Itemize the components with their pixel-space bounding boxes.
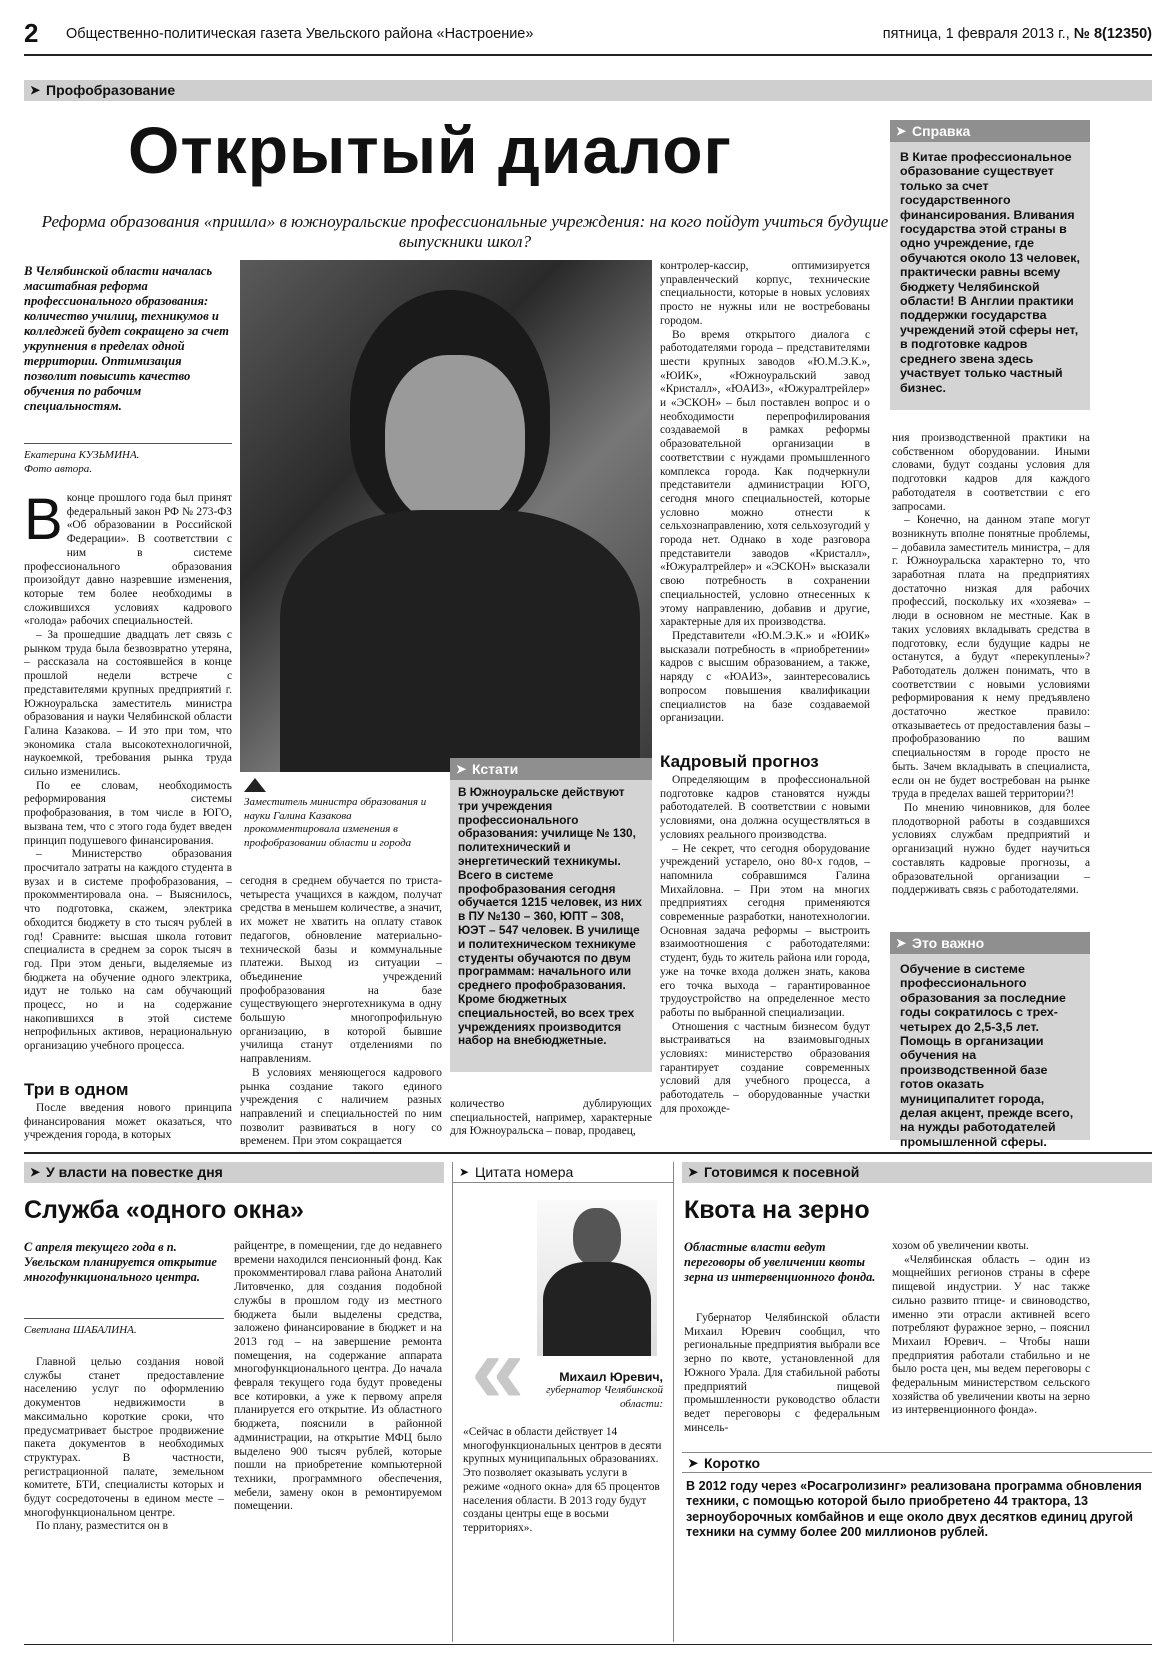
portrait-head [573, 1208, 621, 1266]
portrait-body [543, 1262, 651, 1356]
grain-col2-para-1: хозом об увеличении квоты. [892, 1240, 1029, 1252]
quote-block [452, 1162, 674, 1642]
lead-rule [24, 1318, 224, 1319]
section-title: Готовимся к посевной [704, 1164, 860, 1180]
quote-attribution [513, 1370, 663, 1411]
section-title: У власти на повестке дня [46, 1164, 223, 1180]
window-col1-para-2: По плану, разместится он в [36, 1520, 168, 1533]
column-1 [24, 487, 232, 1054]
caption-arrow-icon [244, 778, 266, 792]
section-bar-vlast [24, 1162, 444, 1183]
arrow-icon: ➤ [459, 1165, 470, 1179]
column-3-forecast [660, 774, 870, 1117]
headline: Открытый диалог [128, 113, 733, 187]
section-bar-posevnaya [682, 1162, 1152, 1183]
column-4 [892, 432, 1090, 898]
date-text: пятница, 1 февраля 2013 г., [882, 26, 1070, 42]
article-divider [24, 1152, 1152, 1154]
byline [24, 449, 232, 476]
quote-section-bar [453, 1162, 673, 1183]
col3-forecast-para-3: Отношения с частным бизнесом будут выстраиваться на взаимовыгодных условиях: министерство образования гарантирует создание современных условий для учебного процесса, а работодатель – оборудованные участки для прохожде- [660, 1020, 870, 1115]
grain-column-2 [892, 1240, 1090, 1418]
page-number: 2 [24, 18, 39, 48]
window-column-1 [24, 1356, 224, 1534]
quote-role: губернатор Челябинской области: [546, 1384, 663, 1410]
col2-para-1: сегодня в среднем обучается по триста-четыреста учащихся в каждом, получат средства в меньшем количестве, а значит, их может не хватить на оплату ставок педагогов, обновление материально-технической базы и коммунальные платежи. Выход из ситуации – объединение учреждений профобразования на базе существующего энерготехникума в одну большую многопрофильную организацию, в которой бывшие училища станут отделениями по направлениям. [240, 875, 442, 1066]
lead-text: В Челябинской области началась масштабная реформа профессионального образования: количество училищ, техникумов и колледжей будет сокращено за счет укрупнения в пределах одной территории. Оптимизация позволит повысить качество обучения по рабочим специальностям. [24, 264, 229, 413]
sidebar-title-text: Это важно [912, 935, 985, 951]
subheadline: Реформа образования «пришла» в южноуральские профессиональные учреждения: на кого пойдут учиться будущие выпускники школ? [41, 212, 889, 251]
issue-number: № 8(12350) [1073, 26, 1152, 42]
sidebar-text: В Южноуральске действуют три учреждения профессионального образования: училище № 130, политехнический и энергетический техникумы. Всего в системе профобразования сегодня обучается 1215 человек, из них в ПУ №130 – 360, ЮПТ – 308, ЮЭТ – 547 человек. В училище и политехническом техникуме студенты обучаются по двум программам: начального или среднего профобразования. Кроме бюджетных специальностей, во всех трех учреждениях производится набор на внебюджетные. [458, 785, 642, 1048]
column-2 [240, 875, 442, 1149]
brief-block [682, 1452, 1152, 1642]
photo-face [385, 355, 525, 525]
col1-para-1: конце прошлого года был принят федеральный закон РФ № 273-ФЗ «Об образовании в Российской Федерации». В соответствии с ним в системе профессионального образования произойдут давно назревшие изменения, которые тем более необходимы в сложившихся условиях кадрового «голода» рабочих специальностей. [24, 492, 232, 628]
arrow-icon: ➤ [688, 1165, 699, 1179]
sidebar-text: В Китае профессиональное образование существует только за счет государственного финансирования. Вливания государства этой страны в одно учреждение, где обучаются около 13 человек, практически равны всему бюджету Челябинской области! В Англии практики поддержки государства учреждений этой сферы нет, в подготовке кадров среднего звена здесь участвует только частный бизнес. [900, 150, 1080, 395]
col1-para-3: По ее словам, необходимость реформирования системы профобразования, в том числе в ЮГО, вызвана тем, что с этого года будет введен принцип подушевого финансирования. [24, 779, 232, 847]
lead-rule [24, 443, 232, 444]
brief-section-bar [682, 1452, 1152, 1473]
sidebar-title-text: Справка [912, 123, 971, 139]
sidebar-spravka [890, 120, 1090, 410]
window-column-2 [234, 1240, 442, 1514]
lead-window: С апреля текущего года в п. Увельском планируется открытие многофункционального центра. [24, 1240, 217, 1284]
author-name: Екатерина КУЗЬМИНА. [24, 449, 140, 461]
col4-para-2: – Конечно, на данном этапе могут возникнуть вполне понятные проблемы, – добавила заместитель министра, – для г. Южноуральска характерно то, что заработная плата на предприятиях достаточно низкая для рабочих профессий, поскольку их «хозяева» – люди в основном не местные. Как в таких условиях вкладывать средства в подготовку, если будущие кадры не останутся, а будут «перекуплены»? Работодатель должен понимать, что в соответствии с новыми условиями реформирования к нему предъявлено достаточно жесткое правило: отказываетесь от предоставления базы – профобразованию по вашим специальностям в городе просто не быть. Зачем вкладывать в специалиста, если он не будет востребован на рынке труда в пределах вашей территории?! [892, 514, 1090, 801]
arrow-icon: ➤ [688, 1456, 699, 1470]
sidebar-title [890, 120, 1090, 142]
quote-section-title: Цитата номера [475, 1164, 574, 1180]
footer-rule [24, 1644, 1152, 1645]
arrow-icon: ➤ [30, 83, 41, 97]
issue-date [883, 26, 1152, 42]
quote-name: Михаил Юревич, [559, 1370, 663, 1384]
headline-grain: Квота на зерно [684, 1196, 870, 1224]
paper-name: Общественно-политическая газета Увельского района «Настроение» [66, 26, 534, 42]
lead-grain: Областные власти ведут переговоры об увеличении квоты зерна из интервенционного фонда. [684, 1240, 876, 1284]
photo-caption: Заместитель министра образования и науки Галина Казакова прокомментировала изменения в профобразовании области и города [244, 796, 427, 849]
page-header [24, 18, 1152, 52]
col3-para-3: Представители «Ю.М.Э.К.» и «ЮИК» высказали потребность в «приобретении» кадров с высшим образованием, а также, наряду с «ЮАИЗ», заинтересовались вопросом повышения квалификации специалистов на базе создаваемой организации. [660, 629, 870, 725]
quote-text: «Сейчас в области действует 14 многофункциональных центров в десяти крупных муниципальных образованиях. Это позволяет оказывать услуги в режиме «одного окна» для 65 процентов населения области. В 2013 году будут созданы центры еще в восьми территориях». [463, 1426, 662, 1534]
quote-portrait [537, 1200, 657, 1356]
arrow-icon: ➤ [456, 762, 467, 776]
arrow-icon: ➤ [30, 1165, 41, 1179]
col1-para-4: – Министерство образования просчитало затраты на каждого студента в вузах и в системе профобразования, – прокомментировала она. – Выяснилось, что подготовка, скажем, электрика обходится бюджету в сто тысяч рублей в год! Сравните: высшая школа готовит специалиста в среднем за сорок тысяч в год. При этом деньги, выделяемые из бюджета на обучение одного электрика, идут не только на сам обучающий процесс, но и на содержание накопившихся в этой системе непрофильных активов, нерациональную организацию учебного процесса. [24, 848, 232, 1053]
brief-text: В 2012 году через «Росагролизинг» реализована программа обновления техники, с помощью которой было приобретено 44 трактора, 13 зерноуборочных комбайнов и еще около двух десятков единиц другой техники на сумму более 200 миллионов рублей. [686, 1479, 1142, 1540]
col4-para-3: По мнению чиновников, для более плодотворной работы в создавшихся условиях службам предприятий и организаций нужно будет научиться составлять кадровые прогнозы, а образовательной организации – поддерживать связь с работодателями. [892, 801, 1090, 897]
author-window: Светлана ШАБАЛИНА. [24, 1324, 137, 1336]
sidebar-title [890, 932, 1090, 954]
sidebar-text: Обучение в системе профессионального образования за последние годы сократилось с трех-четырех до 2,5-3,5 лет. Помощь в организации обучения на производственной базе готов оказать муниципалитет города, делая акцент, прежде всего, на нужды работодателей промышленной сферы. [900, 962, 1074, 1149]
sidebar-title [450, 758, 652, 780]
photo-credit: Фото автора. [24, 462, 93, 475]
section-title: Профобразование [46, 82, 176, 98]
col3-para-2: Во время открытого диалога с работодателями города – представителями шести крупных заводов «Ю.М.Э.К.», «ЮИК», «Южноуральский завод «Кристалл», «ЮАИЗ», «Южуралтрейлер» и «ЭСКОН» – был поставлен вопрос и о необходимости перепрофилирования создаваемой в рамках реформы образовательной организации в соответствии с нуждами промышленного комплекса города. Как подчеркнули представители администрации ЮГО, сегодня много специальностей, которые условно можно отнести к сельхознаправлению, хотя сельхозугодий у города нет. Однако в ходе разговора представители заводов «Кристалл», «Южуралтрейлер» и «ЭСКОН» высказали свою потребность в сохранении специальностей, условно отнесенных к этому направлению, добавив и другие, характерные для их производства. [660, 328, 870, 629]
column-3-top [660, 260, 870, 726]
col1-end: После введения нового принципа финансирования может оказаться, что учреждения города, в которых [24, 1102, 232, 1142]
subhead-forecast: Кадровый прогноз [660, 752, 819, 771]
sidebar-title-text: Кстати [472, 761, 519, 777]
col2-bottom: количество дублирующих специальностей, например, характерные для Южноуральска – повар, продавец, [450, 1098, 652, 1138]
quote-mark-icon: « [471, 1316, 525, 1423]
col3-forecast-para-1: Определяющим в профессиональной подготовке кадров становятся нужды работодателей. В соответствии с новыми условиями, она должна осуществляться в условиях реального производства. [660, 774, 870, 841]
headline-window: Служба «одного окна» [24, 1196, 304, 1224]
col4-para-1: ния производственной практики на собственном оборудовании. Иными словами, будут созданы условия для подготовки кадров для каждого работодателя в соответствии с его запросами. [892, 432, 1090, 513]
grain-column-1 [684, 1312, 880, 1435]
subhead-three-in-one: Три в одном [24, 1080, 129, 1099]
grain-col2-para-2: «Челябинская область – один из мощнейших регионов страны в сфере пищевой индустрии. У нас также сильно развито птице- и свиноводство, именно эти отрасли активней всего потребляют фуражное зерно, – пояснил Михаил Юревич. – Чтобы наши предприятия работали стабильно и не было роста цен, мы ведем переговоры с федеральным министерством сельского хозяйства об увеличении квоты на зерно из интервенционного фонда». [892, 1253, 1090, 1417]
window-col2-para-1: райцентре, в помещении, где до недавнего времени находился пенсионный фонд. Как прокомментировал глава района Анатолий Литовченко, для создания подобной службы в прошлом году из местного бюджета были выделены средства, заложено финансирование в бюджет и на 2013 год – на завершение ремонта помещения, на содержание аппарата многофункционального центра. До начала февраля текущего года будут проведены все котировки, а уже к первому апреля планируется его открытие. Из областного бюджета, пояснили в районной администрации, на открытие МФЦ было выделено 900 тысяч рублей, которые пошли на приобретение компьютерной техники, программного обеспечения, мебели, замену окон в ремонтируемом помещении. [234, 1240, 442, 1513]
photo-body [280, 510, 640, 772]
window-col1-para-1: Главной целью создания новой службы станет предоставление населению услуг по оформлению документов недвижимости в максимально короткие сроки, что предусматривает быстрое продвижение пакета документов в необходимых структурах. В частности, регистрационной палате, земельном комитете, БТИ, специалисты которых и будут сосредоточены в едином месте – многофункциональном центре. [24, 1356, 224, 1519]
col1-para-2: – За прошедшие двадцать лет связь с рынком труда была безвозвратно утеряна, – рассказала на состоявшейся в конце прошлой недели встрече с представителями крупных предприятий г. Южноуральска заместитель министра образования и науки Челябинской области Галина Казакова. – И это при том, что экономика стала высокотехнологичной, наукоемкой, требования рынка труда сильно изменились. [24, 629, 232, 779]
arrow-icon: ➤ [896, 124, 907, 138]
section-bar-profobrazovanie [24, 80, 1152, 101]
col3-forecast-para-2: – Не секрет, что сегодня оборудование учреждений устарело, оно 80-х годов, – напомнила собравшимся Галина Михайловна. – При этом на многих предприятиях сегодня применяются современные разработки, нанотехнологии. Основная задача реформы – выстроить взаимоотношения с работодателями: студент, будь то житель района или города, уже на точке входа должен знать, какова его точка выхода – гарантированное трудоустройство на определенное место работы по выбранной специализации. [660, 842, 870, 1019]
header-rule [24, 54, 1152, 56]
sidebar-kstati [450, 758, 652, 1072]
grain-col1-para-1: Губернатор Челябинской области Михаил Юревич сообщил, что региональные предприятия выбрали все зерно по квоте, установленной для Южного Урала. Для стабильной работы предприятий пищевой промышленности руководство области ведет переговоры с федеральным минсель- [684, 1312, 880, 1434]
drop-cap: В [24, 487, 63, 552]
col2-para-2: В условиях меняющегося кадрового рынка создание такого единого учреждения с наличием разных направлений и специальностей по ним позволит развиваться в ногу со временем. При этом сокращается [240, 1066, 442, 1148]
brief-section-title: Коротко [704, 1455, 761, 1471]
sidebar-important [890, 932, 1090, 1149]
arrow-icon: ➤ [896, 936, 907, 950]
photo-kazakova [240, 260, 652, 772]
col3-para-1: контролер-кассир, оптимизируется управленческий корпус, технические специальности, которые в новых условиях просто не нужны или не востребованы городом. [660, 260, 870, 327]
